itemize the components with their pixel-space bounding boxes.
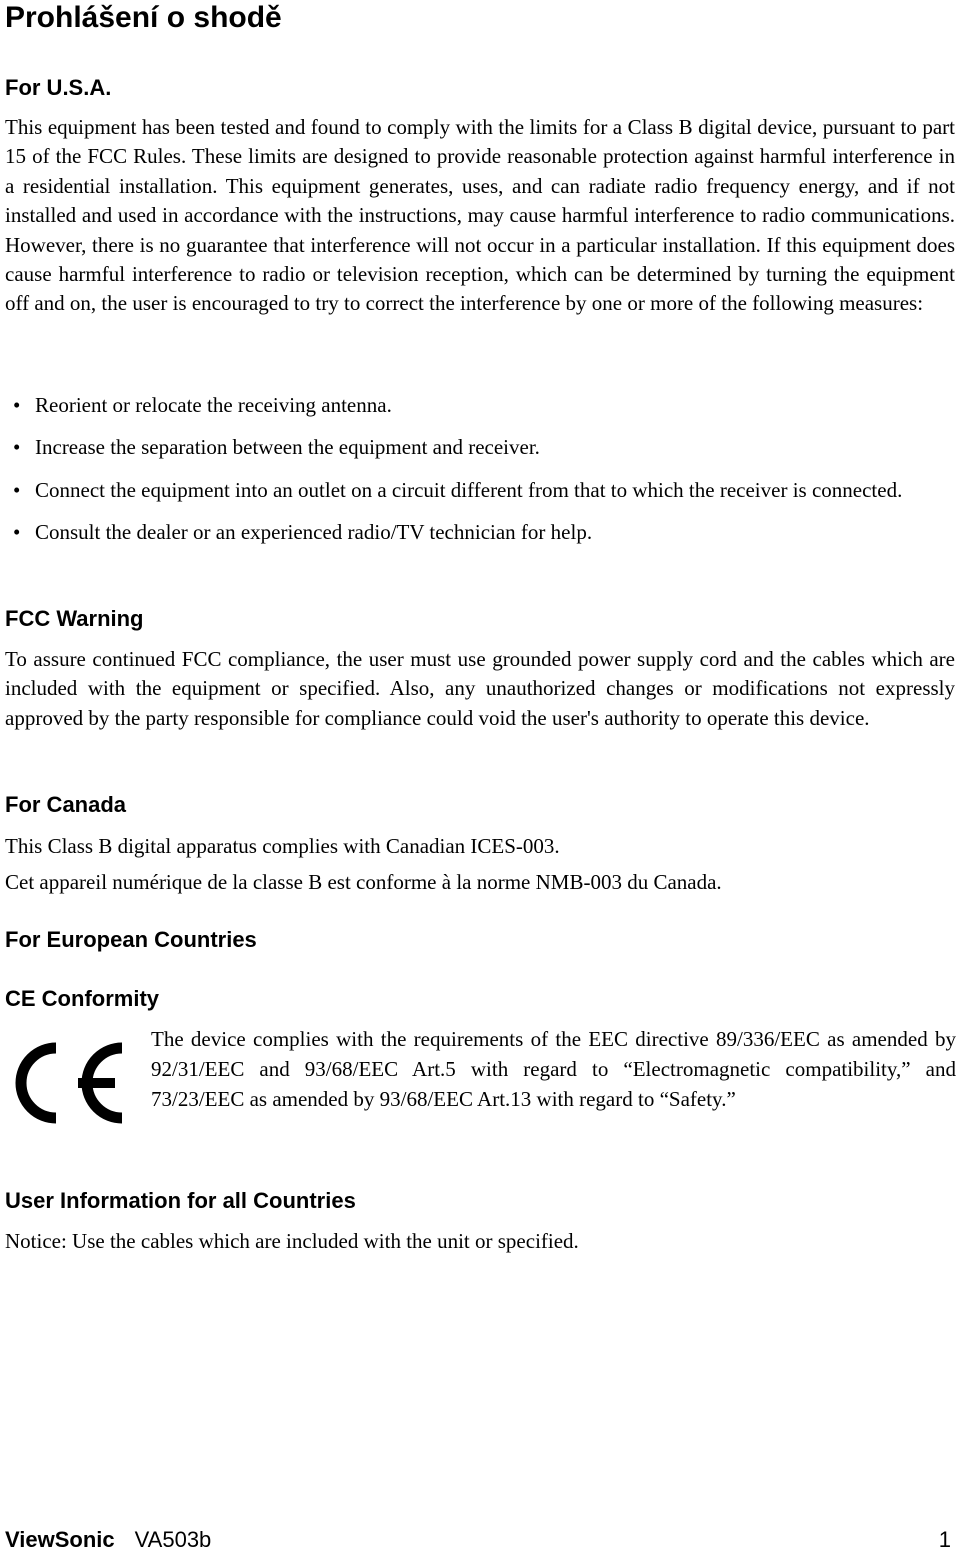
usa-paragraph: This equipment has been tested and found to comply with the limits for a Class B digital device, pursuant to part 15 of the FCC Rules. These limits are designed to provide reasonable protection against harmful interference in a residential installation. This equipment generates, uses, and can radiate radio frequency energy, and if not installed and used in accordance with the instructions, may cause harmful interference to radio communications. However, there is no guarantee that interference will not occur in a particular installation. If this equipment does cause harmful interference to radio or television reception, which can be determined by turning the equipment off and on, the user is encouraged to try to correct the interference by one or more of the following measures: xyxy=(5,115,955,316)
bullet-icon: • xyxy=(13,477,21,502)
ce-mark-c xyxy=(21,1048,56,1118)
fcc-warning-heading: FCC Warning xyxy=(5,606,144,631)
list-item xyxy=(5,433,955,462)
footer-page-number: 1 xyxy=(938,1527,951,1552)
bullet-icon: • xyxy=(13,435,21,460)
canada-french-line: Cet appareil numérique de la classe B est conforme à la norme NMB-003 du Canada. xyxy=(5,870,722,894)
ce-mark-logo xyxy=(14,1040,126,1126)
fcc-warning-paragraph: To assure continued FCC compliance, the user must use grounded power supply cord and the cables which are included with the equipment or specified. Also, any unauthorized changes or modifications not expressly approved by the party responsible for compliance could void the user's authority to operate this device. xyxy=(5,647,955,730)
page-title: Prohlášení o shodě xyxy=(5,1,282,34)
bullet-icon: • xyxy=(13,393,21,417)
list-item xyxy=(5,391,955,420)
list-item-text: Consult the dealer or an experienced radio/TV technician for help. xyxy=(35,520,593,545)
europe-heading: For European Countries xyxy=(5,927,257,952)
list-item xyxy=(5,476,955,505)
footer-model: VA503b xyxy=(134,1527,212,1552)
list-item-text: Reorient or relocate the receiving antenna. xyxy=(35,393,392,417)
list-item-text: Increase the separation between the equipment and receiver. xyxy=(35,435,540,460)
bullet-icon: • xyxy=(13,520,21,545)
ce-conformity-paragraph: The device complies with the requirements of the EEC directive 89/336/EEC as amended by 92/31/EEC and 93/68/EEC Art.5 with regard to “Electromagnetic compatibility,” and 73/23/EEC as amended by 93/68/EEC Art.13 with regard to “Safety.” xyxy=(151,1027,956,1111)
usa-heading: For U.S.A. xyxy=(5,75,112,100)
usa-measures-list xyxy=(5,391,955,548)
page-footer xyxy=(5,1527,955,1553)
canada-heading: For Canada xyxy=(5,792,127,817)
list-item-text: Connect the equipment into an outlet on a circuit different from that to which the receiver is connected. xyxy=(35,477,903,502)
canada-english-line: This Class B digital apparatus complies with Canadian ICES-003. xyxy=(5,834,560,858)
footer-brand: ViewSonic xyxy=(5,1527,115,1552)
ce-conformity-heading: CE Conformity xyxy=(5,986,159,1011)
list-item xyxy=(5,518,955,547)
user-info-paragraph: Notice: Use the cables which are included with the unit or specified. xyxy=(5,1229,579,1253)
user-info-heading: User Information for all Countries xyxy=(5,1188,356,1213)
